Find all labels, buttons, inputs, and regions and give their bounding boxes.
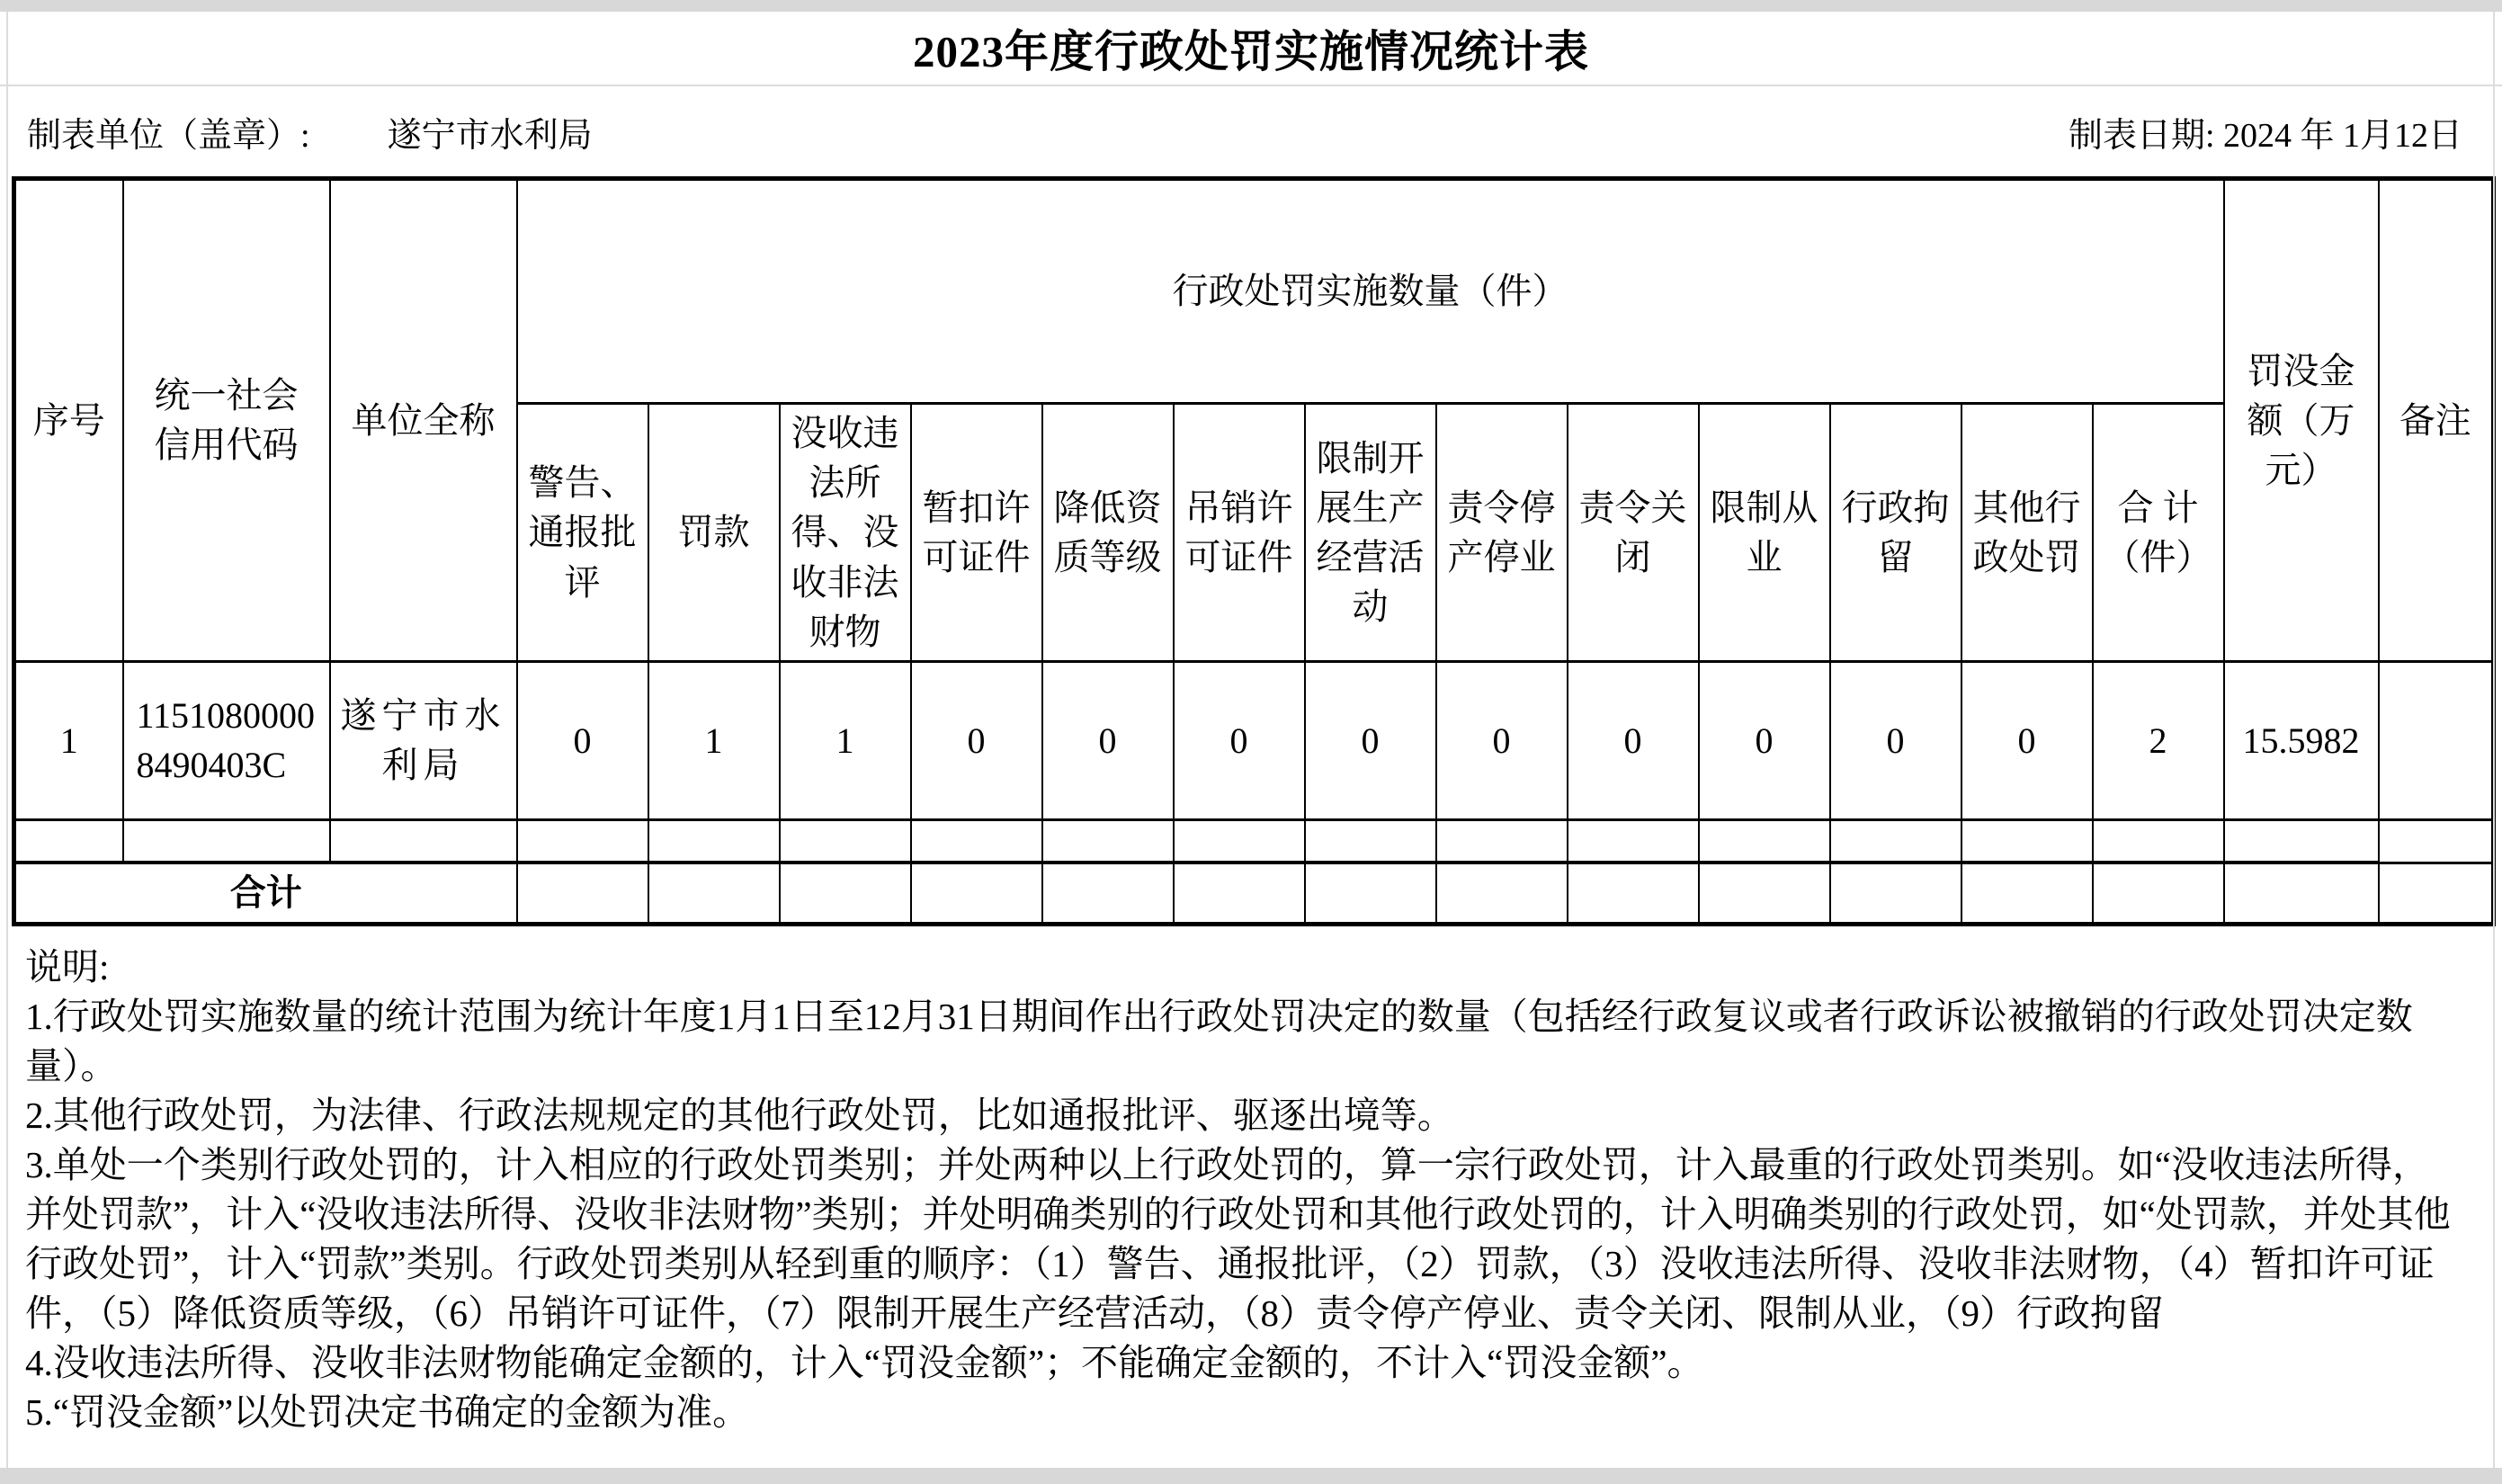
page-edge-bottom <box>0 1468 2502 1484</box>
empty-cell <box>1568 819 1699 863</box>
cell-value-restrict-practice: 0 <box>1699 661 1830 819</box>
cell-value-other: 0 <box>1961 661 2093 819</box>
empty-cell <box>648 819 780 863</box>
empty-cell <box>911 863 1042 924</box>
page-edge-top <box>0 0 2502 12</box>
empty-row <box>14 819 2494 863</box>
empty-cell <box>330 819 517 863</box>
header-info-row <box>0 86 2502 176</box>
note-item-1: 1.行政处罚实施数量的统计范围为统计年度1月1日至12月31日期间作出行政处罚决定的数量（包括经行政复议或者行政诉讼被撤销的行政处罚决定数量）。 <box>25 995 2413 1086</box>
empty-cell <box>123 819 330 863</box>
cell-value-detention: 0 <box>1830 661 1961 819</box>
empty-cell <box>1042 863 1174 924</box>
title-band <box>0 12 2502 86</box>
empty-cell <box>780 819 911 863</box>
cell-seq: 1 <box>14 661 123 819</box>
col-header-unit-name: 单位全称 <box>330 179 517 662</box>
empty-cell <box>1830 819 1961 863</box>
page-edge-right <box>2493 12 2495 1468</box>
maker-unit-value: 遂宁市水利局 <box>387 116 593 155</box>
col-header-amount: 罚没金额（万元） <box>2224 179 2379 662</box>
sub-header-fine: 罚款 <box>648 404 780 662</box>
empty-cell <box>2093 819 2224 863</box>
notes-section <box>25 943 2453 1437</box>
sub-header-detention: 行政拘留 <box>1830 404 1961 662</box>
sub-header-restrict-practice: 限制从业 <box>1699 404 1830 662</box>
col-header-quantity-group: 行政处罚实施数量（件） <box>517 179 2224 404</box>
table-row <box>14 661 2494 819</box>
sub-header-downgrade: 降低资质等级 <box>1042 404 1174 662</box>
empty-cell <box>1305 819 1436 863</box>
empty-cell <box>2224 819 2379 863</box>
cell-value-downgrade: 0 <box>1042 661 1174 819</box>
empty-cell <box>1305 863 1436 924</box>
empty-cell <box>1436 819 1568 863</box>
empty-cell <box>1699 819 1830 863</box>
cell-value-order-close: 0 <box>1568 661 1699 819</box>
report-date: 制表日期: 2024 年 1月12日 <box>2068 116 2462 155</box>
notes-heading: 说明: <box>25 945 110 988</box>
sub-header-revoke-license: 吊销许可证件 <box>1174 404 1305 662</box>
cell-amount: 15.5982 <box>2224 661 2379 819</box>
empty-cell <box>517 863 648 924</box>
empty-cell <box>1174 863 1305 924</box>
total-row <box>14 863 2494 924</box>
cell-credit-code-text: 11510800008490403C <box>136 695 316 786</box>
note-item-3: 3.单处一个类别行政处罚的，计入相应的行政处罚类别；并处两种以上行政处罚的，算一宗行政处罚，计入最重的行政处罚类别。如“没收违法所得，并处罚款”，计入“没收违法所得、没收非法财物”类别；并处明确类别的行政处罚和其他行政处罚的，计入明确类别的行政处罚，如“处罚款，并处其他行政处罚”，计入“罚款”类别。行政处罚类别从轻到重的顺序：（1）警告、通报批评，（2）罚款，（3）没收违法所得、没收非法财物，（4）暂扣许可证件，（5）降低资质等级，（6）吊销许可证件，（7）限制开展生产经营活动，（8）责令停产停业、责令关闭、限制从业，（9）行政拘留 <box>25 1143 2451 1334</box>
page-edge-left <box>6 12 8 1468</box>
cell-value-restrict-production: 0 <box>1305 661 1436 819</box>
cell-value-confiscation: 1 <box>780 661 911 819</box>
empty-cell <box>1830 863 1961 924</box>
note-item-4: 4.没收违法所得、没收非法财物能确定金额的，计入“罚没金额”；不能确定金额的，不计入“罚没金额”。 <box>25 1341 1704 1383</box>
empty-cell <box>1699 863 1830 924</box>
page-title: 2023年度行政处罚实施情况统计表 <box>912 26 1589 76</box>
cell-credit-code <box>123 661 330 819</box>
sub-header-confiscation: 没收违法所得、没收非法财物 <box>780 404 911 662</box>
cell-value-order-shutdown: 0 <box>1436 661 1568 819</box>
col-header-credit-code-text: 统一社会信用代码 <box>154 375 299 466</box>
empty-cell <box>1436 863 1568 924</box>
sub-header-subtotal: 合 计（件） <box>2093 404 2224 662</box>
cell-value-revoke-license: 0 <box>1174 661 1305 819</box>
col-header-credit-code <box>123 179 330 662</box>
maker-unit-label: 制表单位（盖章）: <box>27 116 310 155</box>
empty-cell <box>2379 819 2494 863</box>
total-label: 合计 <box>14 863 517 924</box>
empty-cell <box>2093 863 2224 924</box>
empty-cell <box>780 863 911 924</box>
empty-cell <box>1961 819 2093 863</box>
empty-cell <box>648 863 780 924</box>
cell-value-subtotal: 2 <box>2093 661 2224 819</box>
note-item-2: 2.其他行政处罚，为法律、行政法规规定的其他行政处罚，比如通报批评、驱逐出境等。 <box>25 1094 1454 1136</box>
cell-unit-name: 遂宁市水利局 <box>330 661 517 819</box>
cell-remark <box>2379 661 2494 819</box>
sub-header-other: 其他行政处罚 <box>1961 404 2093 662</box>
empty-cell <box>1568 863 1699 924</box>
empty-cell <box>1174 819 1305 863</box>
sub-header-restrict-production: 限制开展生产经营活动 <box>1305 404 1436 662</box>
empty-cell <box>2224 863 2379 924</box>
col-header-seq: 序号 <box>14 179 123 662</box>
empty-cell <box>1042 819 1174 863</box>
empty-cell <box>517 819 648 863</box>
cell-value-warning: 0 <box>517 661 648 819</box>
empty-cell <box>1961 863 2093 924</box>
empty-cell <box>14 819 123 863</box>
empty-cell <box>911 819 1042 863</box>
sub-header-order-shutdown: 责令停产停业 <box>1436 404 1568 662</box>
sub-header-order-close: 责令关闭 <box>1568 404 1699 662</box>
cell-value-fine: 1 <box>648 661 780 819</box>
sub-header-warning: 警告、通报批评 <box>517 404 648 662</box>
cell-value-suspend-license: 0 <box>911 661 1042 819</box>
col-header-remark: 备注 <box>2379 179 2494 662</box>
note-item-5: 5.“罚没金额”以处罚决定书确定的金额为准。 <box>25 1390 750 1433</box>
penalty-statistics-table <box>12 176 2496 926</box>
sub-header-suspend-license: 暂扣许可证件 <box>911 404 1042 662</box>
